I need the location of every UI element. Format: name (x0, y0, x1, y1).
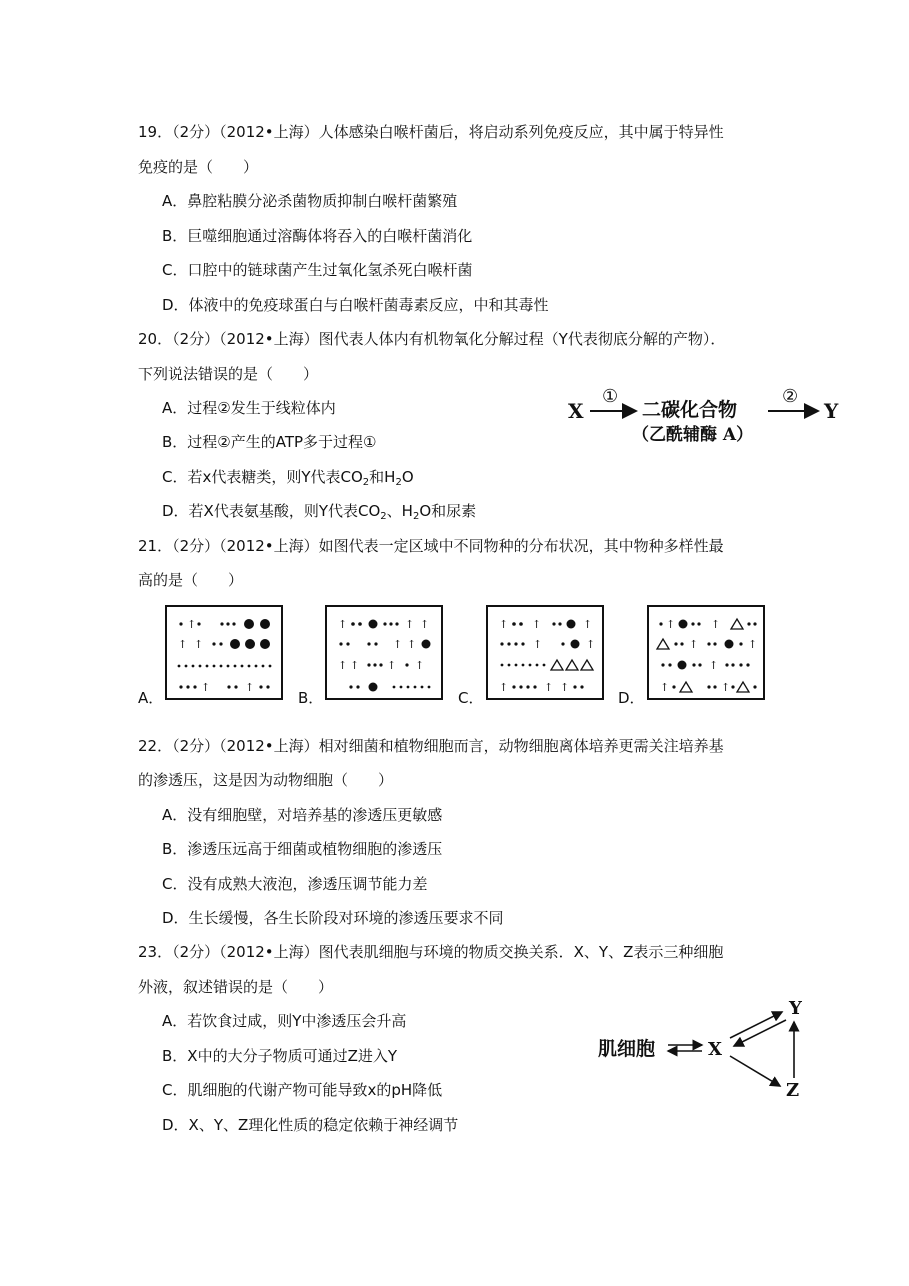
q23-option-d: D．X、Y、Z理化性质的稳定依赖于神经调节 (162, 1116, 459, 1134)
svg-text:↑: ↑ (586, 638, 596, 651)
q21-label-b: B． (298, 689, 324, 707)
q23-option-a: A．若饮食过咸，则Y中渗透压会升高 (162, 1012, 407, 1030)
diagram-z-node: Z (786, 1080, 800, 1101)
q20-stem-line1: 20．（2分）（2012•上海）图代表人体内有机物氧化分解过程（Y代表彻底分解的产物）． (138, 330, 726, 348)
q19-option-b: B．巨噬细胞通过溶酶体将吞入的白喉杆菌消化 (162, 227, 473, 245)
diagram-mid-sublabel: （乙酰辅酶 A） (632, 425, 754, 445)
diagram-cell-label: 肌细胞 (598, 1038, 656, 1060)
arrow-y-to-x (734, 1020, 786, 1046)
q23-option-c: C．肌细胞的代谢产物可能导致x的pH降低 (162, 1081, 443, 1099)
svg-text:↑: ↑ (178, 638, 188, 651)
arrow-x-to-z (730, 1056, 780, 1086)
svg-text:↑: ↑ (533, 638, 543, 651)
diagram-x-node: X (708, 1039, 722, 1060)
svg-text:↑: ↑ (338, 659, 348, 672)
svg-text:↑: ↑ (532, 618, 542, 631)
q22-option-d: D．生长缓慢，各生长阶段对环境的渗透压要求不同 (162, 909, 504, 927)
q19-stem-line2: 免疫的是（ ） (138, 158, 259, 176)
svg-text:↑: ↑ (415, 659, 425, 672)
distribution-box-a (165, 605, 283, 700)
svg-text:↑: ↑ (245, 681, 255, 694)
svg-text:↑: ↑ (666, 618, 676, 631)
svg-text:↑: ↑ (689, 638, 699, 651)
distribution-box-d (647, 605, 765, 700)
q21-label-a: A． (138, 689, 164, 707)
q21-stem-line2: 高的是（ ） (138, 571, 244, 589)
svg-text:↑: ↑ (711, 618, 721, 631)
diagram-y-node: Y (789, 998, 802, 1019)
svg-text:↑: ↑ (194, 638, 204, 651)
svg-text:↑: ↑ (560, 681, 570, 694)
svg-text:↑: ↑ (748, 638, 758, 651)
svg-text:↑: ↑ (709, 659, 719, 672)
diagram-mid-label: 二碳化合物 (642, 399, 738, 421)
q19-option-a: A．鼻腔粘膜分泌杀菌物质抑制白喉杆菌繁殖 (162, 192, 458, 210)
svg-text:↑: ↑ (407, 638, 417, 651)
q20-option-a: A．过程②发生于线粒体内 (162, 399, 336, 417)
svg-text:↑: ↑ (187, 618, 197, 631)
svg-text:↑: ↑ (544, 681, 554, 694)
q22-stem-line2: 的渗透压，这是因为动物细胞（ ） (138, 771, 394, 789)
diagram-step2-label: ② (782, 386, 799, 407)
q22-option-a: A．没有细胞壁，对培养基的渗透压更敏感 (162, 806, 443, 824)
q20-option-d: D．若X代表氨基酸，则Y代表$CO_2$、$H_2O$和尿素 (162, 502, 477, 522)
q22-option-c: C．没有成熟大液泡，渗透压调节能力差 (162, 875, 428, 893)
svg-text:↑: ↑ (405, 618, 415, 631)
q21-stem-line1: 21．（2分）（2012•上海）如图代表一定区域中不同物种的分布状况，其中物种多样性最 (138, 537, 724, 555)
q22-stem-line1: 22．（2分）（2012•上海）相对细菌和植物细胞而言，动物细胞离体培养更需关注培养基 (138, 737, 724, 755)
svg-text:↑: ↑ (583, 618, 593, 631)
oxidation-pathway-diagram (560, 380, 850, 448)
svg-text:↑: ↑ (499, 618, 509, 631)
svg-text:↑: ↑ (721, 681, 731, 694)
arrow-x-to-y (730, 1012, 782, 1038)
distribution-box-c (486, 605, 604, 700)
diagram-y-label: Y (824, 399, 839, 423)
svg-text:↑: ↑ (420, 618, 430, 631)
fluid-exchange-diagram (596, 990, 818, 1102)
svg-text:↑: ↑ (350, 659, 360, 672)
svg-text:↑: ↑ (387, 659, 397, 672)
svg-text:↑: ↑ (660, 681, 670, 694)
q19-option-d: D．体液中的免疫球蛋白与白喉杆菌毒素反应，中和其毒性 (162, 296, 549, 314)
svg-text:↑: ↑ (201, 681, 211, 694)
diagram-step1-label: ① (602, 386, 619, 407)
q19-stem-line1: 19．（2分）（2012•上海）人体感染白喉杆菌后，将启动系列免疫反应，其中属于特异性 (138, 123, 724, 141)
distribution-box-b (325, 605, 443, 700)
q21-label-d: D． (618, 689, 645, 707)
diagram-x-label: X (568, 399, 584, 423)
svg-text:↑: ↑ (393, 638, 403, 651)
q19-option-c: C．口腔中的链球菌产生过氧化氢杀死白喉杆菌 (162, 261, 473, 279)
q20-stem-line2: 下列说法错误的是（ ） (138, 365, 319, 383)
q23-stem-line1: 23．（2分）（2012•上海）图代表肌细胞与环境的物质交换关系．X、Y、Z表示三种细胞 (138, 943, 724, 961)
svg-text:↑: ↑ (499, 681, 509, 694)
q21-label-c: C． (458, 689, 484, 707)
q22-option-b: B．渗透压远高于细菌或植物细胞的渗透压 (162, 840, 443, 858)
svg-text:↑: ↑ (338, 618, 348, 631)
q20-option-b: B．过程②产生的ATP多于过程① (162, 433, 377, 451)
q23-stem-line2: 外液，叙述错误的是（ ） (138, 978, 334, 996)
q23-option-b: B．X中的大分子物质可通过Z进入Y (162, 1047, 398, 1065)
q20-option-c: C．若x代表糖类，则Y代表$CO_2$和$H_2O$ (162, 468, 414, 488)
